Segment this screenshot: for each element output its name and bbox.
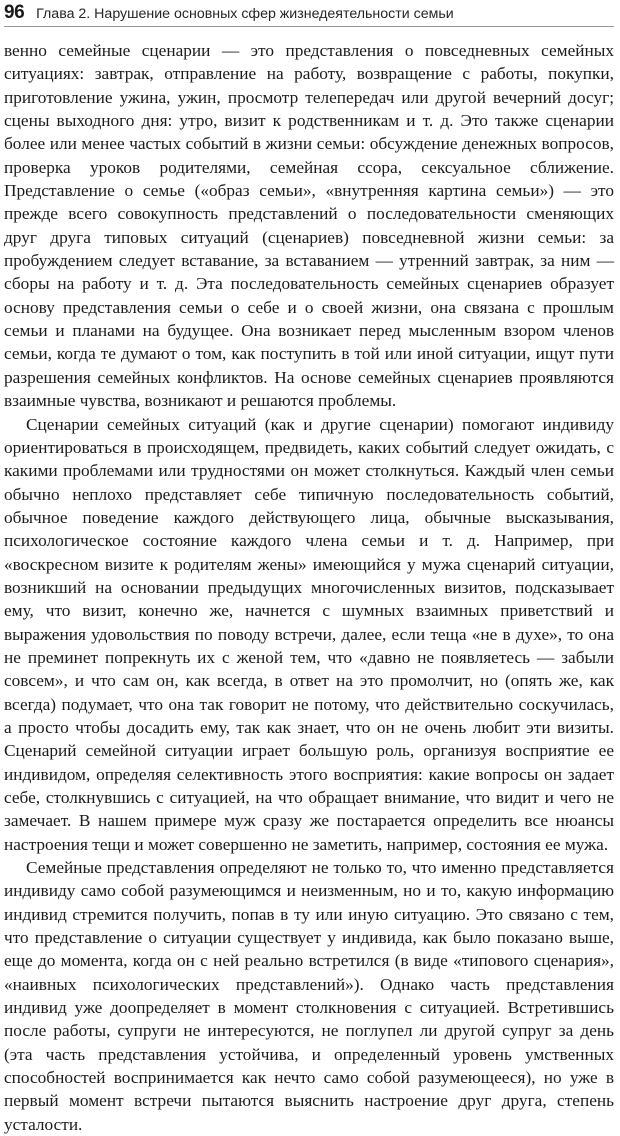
page-number: 96 — [4, 2, 25, 23]
body-text — [4, 39, 614, 1136]
running-header — [4, 0, 614, 27]
paragraph: Семейные представления определяют не только то, что именно представляется индивиду само собой разумеющимся и неизменным, но и то, какую информацию индивид стремится получить, попав в ту или иную ситуацию. Это связано с тем, что представление о ситуации существует у индивида, как было показано выше, еще до момента, когда он с ней реально встретился (в виде «типового сценария», «наивных психологических представлений»). Однако часть представления индивид уже доопределяет в момент столкновения с ситуацией. Встретившись после работы, супруги не интересуются, не поглупел ли другой супруг за день (эта часть представления устойчива, и определенный уровень умственных способностей воспринимается как нечто само собой разумеющееся), но уже в первый момент встречи пытаются выяснить настроение друг друга, степень усталости. — [4, 858, 614, 1134]
chapter-title: Глава 2. Нарушение основных сфер жизнедеятельности семьи — [36, 6, 454, 22]
paragraph: Сценарии семейных ситуаций (как и другие сценарии) помогают индивиду ориентироваться в происходящем, предвидеть, каких событий следует ожидать, с какими проблемами или трудностями он может столкнуться. Каждый член семьи обычно неплохо представляет себе типичную последовательность событий, обычное поведение каждого действующего лица, обычные высказывания, психологическое состояние каждого члена семьи и т. д. Например, при «воскресном визите к родителям жены» имеющийся у мужа сценарий ситуации, возникший на основании предыдущих многочисленных визитов, подсказывает ему, что визит, конечно же, начнется с шумных взаимных приветствий и выражения удовольствия по поводу встречи, далее, если теща «не в духе», то она не преминет попрекнуть их с женой тем, что «давно не появляетесь — забыли совсем», и что сам он, как всегда, в ответ на это промолчит, но (опять же, как всегда) подумает, что она так говорит не потому, что действительно соскучилась, а просто чтобы досадить ему, так как знает, что он не очень любит эти визиты. Сценарий семейной ситуации играет большую роль, организуя восприятие ее индивидом, определяя селективность этого восприятия: какие вопросы он задает себе, столкнувшись с ситуацией, на что обращает внимание, что видит и чего не замечает. В нашем примере муж сразу же постарается определить все нюансы настроения тещи и может совершенно не заметить, например, состояния ее мужа. — [4, 414, 614, 854]
paragraph-continued: венно семейные сценарии — это представления о повседневных семейных ситуациях: завтрак, отправление на работу, возвращение с работы, покупки, приготовление ужина, ужин, просмотр телепередач или другой вечерний досуг; сцены выходного дня: утро, визит к родственникам и т. д. Это также сценарии более или менее частых событий в жизни семьи: обсуждение денежных вопросов, проверка уроков родителями, семейная ссора, сексуальное сближение. Представление о семье («образ семьи», «внутренняя картина семьи») — это прежде всего совокупность представлений о последовательности сменяющих друг друга типовых ситуаций (сценариев) повседневной жизни семьи: за пробуждением следует вставание, за вставанием — утренний завтрак, за ним — сборы на работу и т. д. Эта последовательность семейных сценариев образует основу представления семьи о себе и о своей жизни, она связана с прошлым семьи и планами на будущее. Она возникает перед мысленным взором членов семьи, когда те думают о том, как поступить в той или иной ситуации, ищут пути разрешения семейных конфликтов. На основе семейных сценариев проявляются взаимные чувства, возникают и решаются проблемы. — [4, 41, 614, 411]
